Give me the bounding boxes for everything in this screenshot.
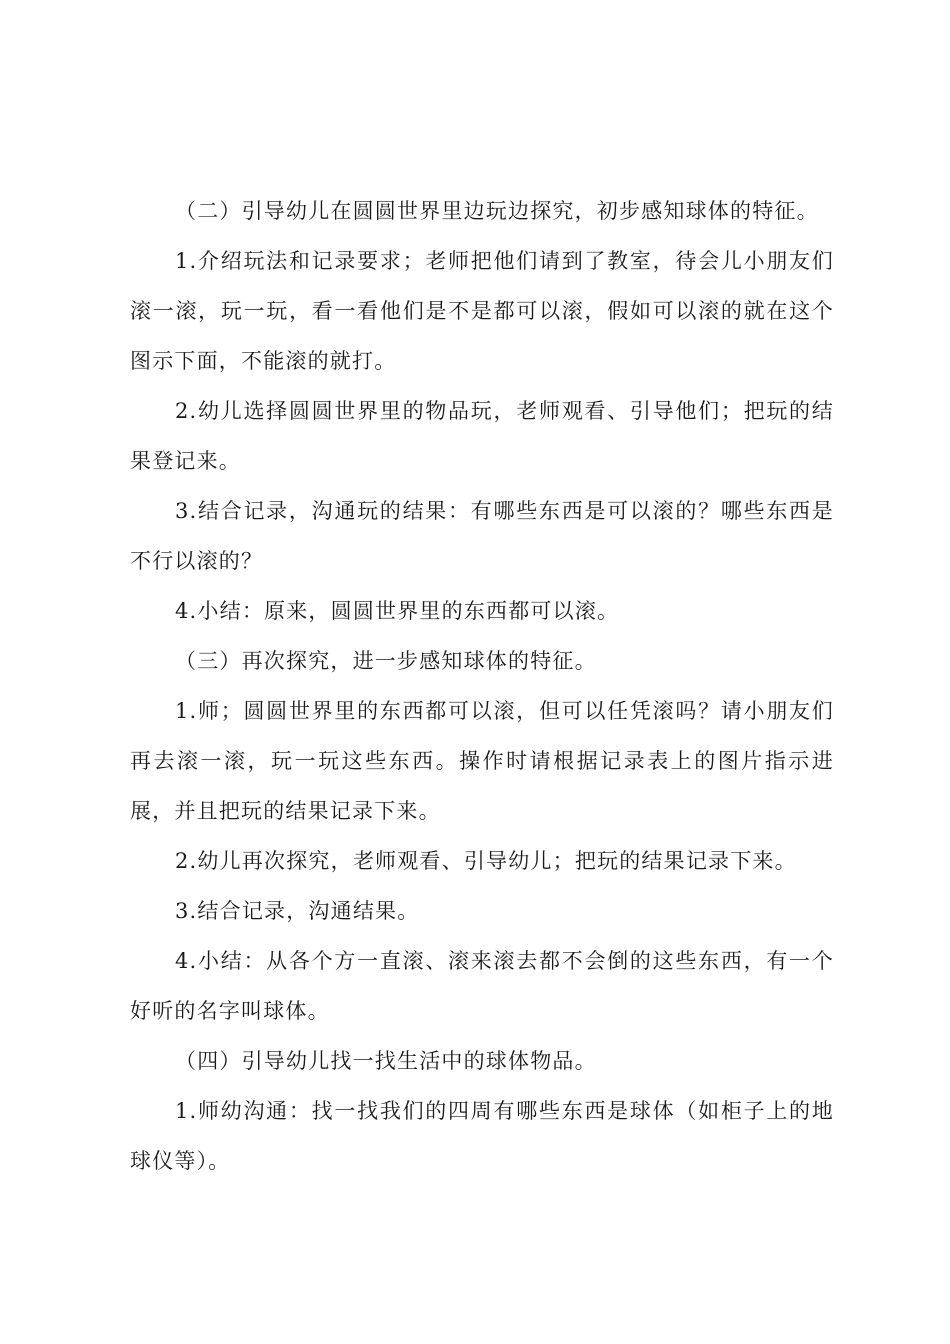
paragraph-section-2-heading: （二）引导幼儿在圆圆世界里边玩边探究，初步感知球体的特征。 [175,199,819,223]
paragraph-2-1: 1.介绍玩法和记录要求；老师把他们请到了教室，待会儿小朋友们滚一滚，玩一玩，看一看他们是不是都可以滚，假如可以滚的就在这个图示下面，不能滚的就打。 [130,249,834,373]
document-body [130,186,834,1186]
paragraph-3-2: 2.幼儿再次探究，老师观看、引导幼儿；把玩的结果记录下来。 [175,849,797,873]
paragraph-section-3-heading: （三）再次探究，进一步感知球体的特征。 [175,649,597,673]
paragraph-2-2: 2.幼儿选择圆圆世界里的物品玩，老师观看、引导他们；把玩的结果登记来。 [130,399,834,473]
paragraph-section-4-heading: （四）引导幼儿找一找生活中的球体物品。 [175,1049,597,1073]
paragraph-2-3: 3.结合记录，沟通玩的结果：有哪些东西是可以滚的？哪些东西是不行以滚的？ [130,499,834,573]
paragraph-3-3: 3.结合记录，沟通结果。 [175,899,420,923]
paragraph-2-4: 4.小结：原来，圆圆世界里的东西都可以滚。 [175,599,620,623]
paragraph-3-4: 4.小结：从各个方一直滚、滚来滚去都不会倒的这些东西，有一个好听的名字叫球体。 [130,949,834,1023]
paragraph-4-1: 1.师幼沟通：找一找我们的四周有哪些东西是球体（如柜子上的地球仪等）。 [130,1099,834,1173]
paragraph-3-1: 1.师；圆圆世界里的东西都可以滚，但可以任凭滚吗？请小朋友们再去滚一滚，玩一玩这些东西。操作时请根据记录表上的图片指示进展，并且把玩的结果记录下来。 [130,699,834,823]
